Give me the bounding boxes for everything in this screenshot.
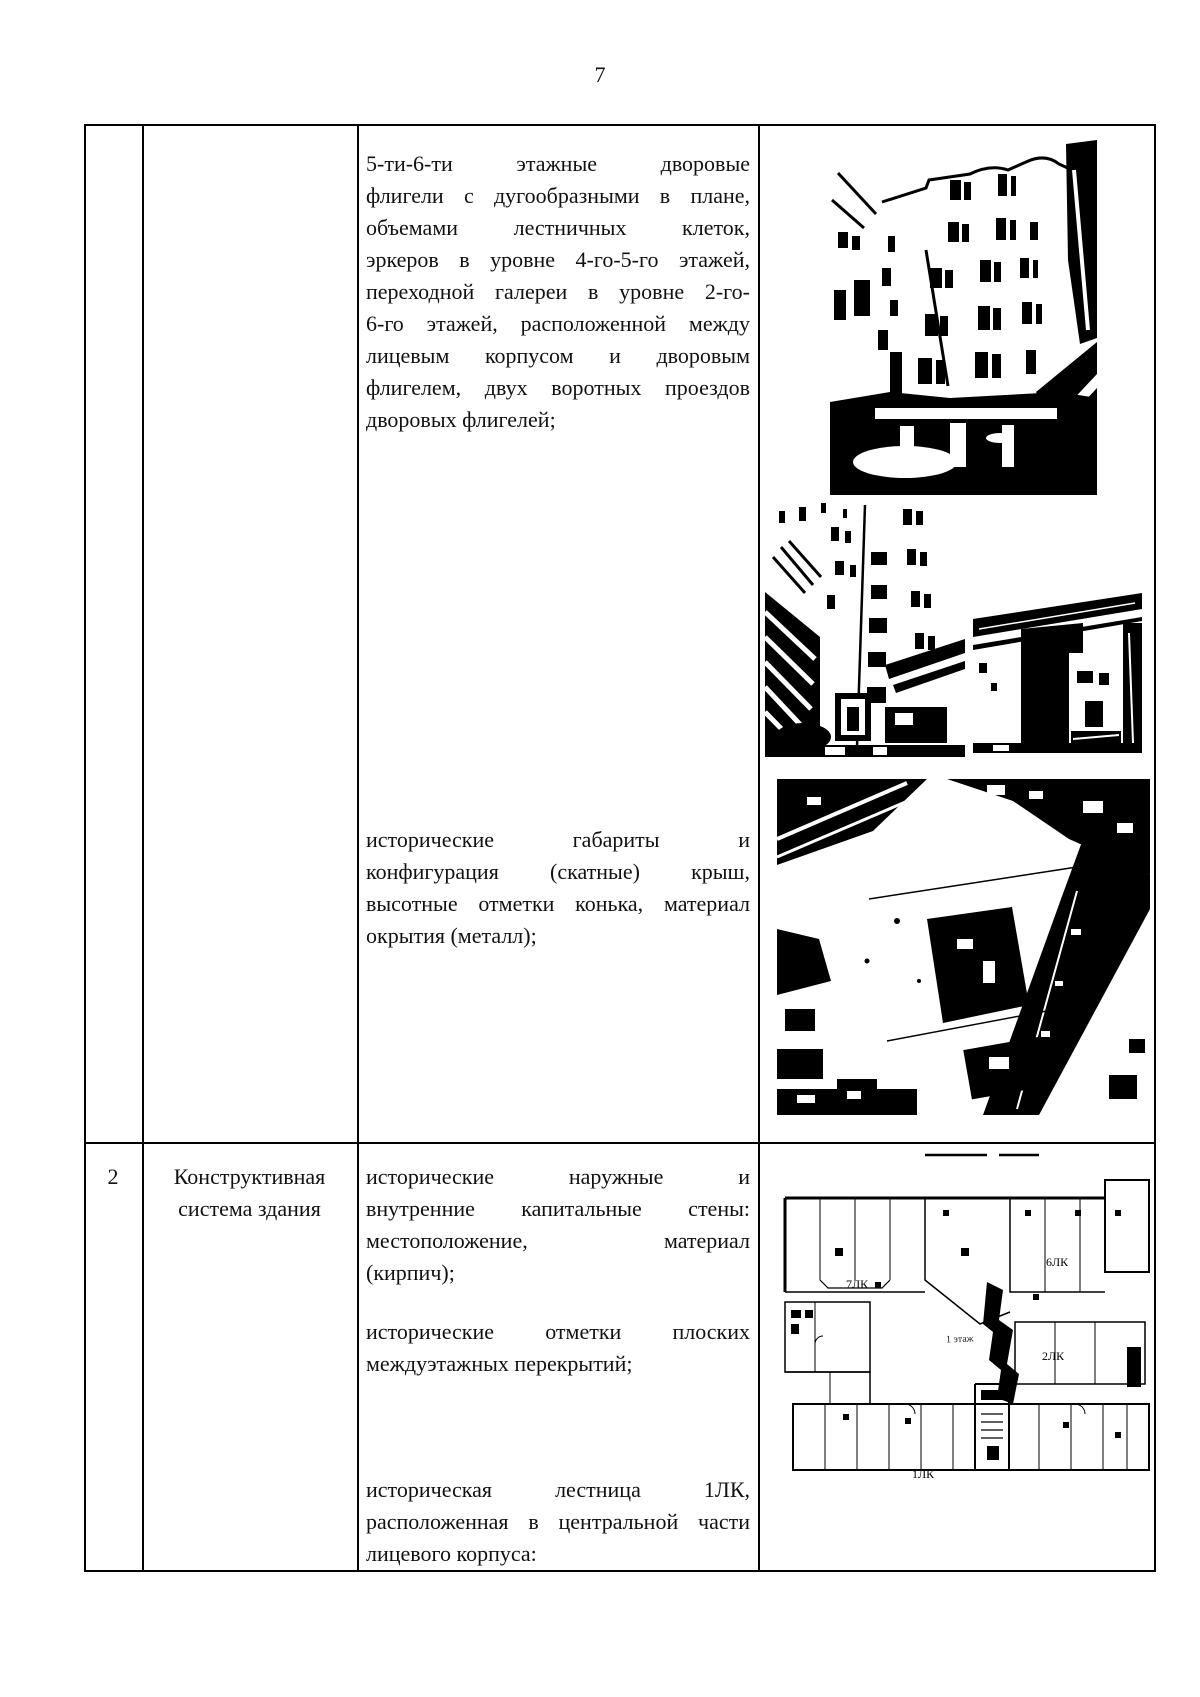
clause-walls-text xyxy=(366,1161,750,1289)
text-line: высотные отметки конька, материал xyxy=(366,891,750,916)
table-border-row-divider xyxy=(86,1142,1154,1144)
text-line: флигели с дугообразными в плане, xyxy=(366,183,750,208)
text-line: Конструктивная xyxy=(173,1164,326,1189)
text-line: конфигурация (скатные) крыш, xyxy=(366,859,750,884)
aerial-roof-photo xyxy=(777,779,1150,1115)
clause-floors-text xyxy=(366,1316,750,1380)
text-line: (кирпич); xyxy=(366,1260,455,1285)
text-line: переходной галереи в уровне 2-го- xyxy=(366,279,750,304)
gate-passage-photo xyxy=(973,593,1142,753)
plan-label-7lk: 7ЛК xyxy=(846,1277,869,1291)
courtyard-gallery-photo xyxy=(765,497,965,757)
table-border-col1 xyxy=(142,126,144,1570)
text-line: система здания xyxy=(178,1196,321,1221)
text-line: междуэтажных перекрытий; xyxy=(366,1351,633,1376)
text-line: историческая лестница 1ЛК, xyxy=(366,1477,750,1502)
clause-roof-text xyxy=(366,824,750,952)
text-line: лицевого корпуса: xyxy=(366,1541,537,1566)
table-border-col3 xyxy=(758,126,760,1570)
text-line: исторические габариты и xyxy=(366,827,750,852)
page-number: 7 xyxy=(594,62,606,87)
text-line: местоположение, материал xyxy=(366,1228,750,1253)
floor-plan-image xyxy=(775,1152,1153,1481)
plan-label-floor: 1 этаж xyxy=(945,1333,974,1346)
text-line: объемами лестничных клеток, xyxy=(366,215,750,240)
plan-label-2lk: 2ЛК xyxy=(1042,1349,1065,1363)
plan-label-1lk: 1ЛК xyxy=(912,1467,935,1481)
text-line: исторические наружные и xyxy=(366,1164,750,1189)
text-line: флигелем, двух воротных проездов xyxy=(366,375,750,400)
text-line: дворовых флигелей; xyxy=(366,407,556,432)
plan-label-6lk: 6ЛК xyxy=(1046,1255,1069,1269)
text-line: исторические отметки плоских xyxy=(366,1319,750,1344)
table-border-col2 xyxy=(357,126,359,1570)
text-line: расположенная в центральной части xyxy=(366,1509,750,1534)
text-line: эркеров в уровне 4-го-5-го этажей, xyxy=(366,247,750,272)
text-line: 5-ти-6-ти этажные дворовые xyxy=(366,151,750,176)
row-title-constructive-system xyxy=(144,1161,355,1225)
clause-staircase-text xyxy=(366,1474,750,1570)
text-line: лицевым корпусом и дворовым xyxy=(366,343,750,368)
clause-wings-text xyxy=(366,148,750,436)
courtyard-building-photo xyxy=(830,140,1097,495)
row-number: 2 xyxy=(107,1164,119,1189)
text-line: внутренние капитальные стены: xyxy=(366,1196,750,1221)
text-line: 6-го этажей, расположенной между xyxy=(366,311,750,336)
text-line: окрытия (металл); xyxy=(366,923,537,948)
